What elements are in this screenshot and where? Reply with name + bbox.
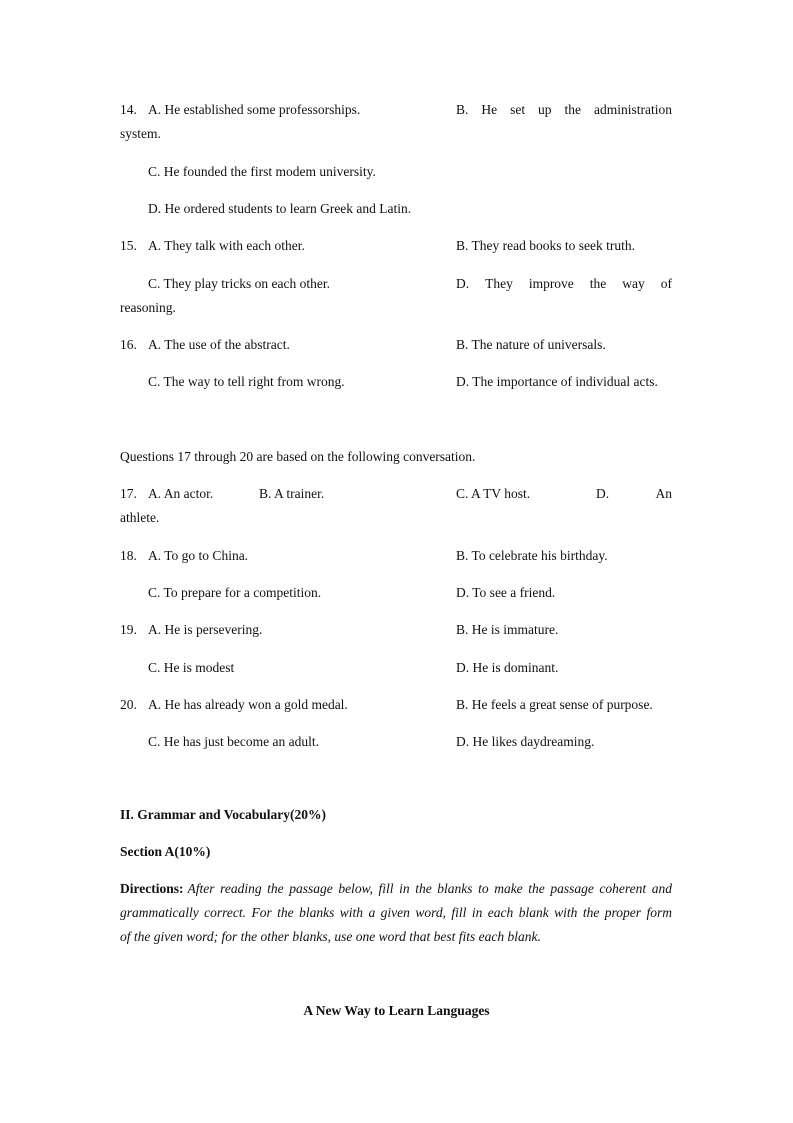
section-sub-heading-row: [0, 842, 793, 862]
option-d: D. They improve the way of: [456, 276, 672, 291]
option-b: B. To celebrate his birthday.: [456, 548, 608, 563]
option-c: C. He is modest: [148, 660, 235, 675]
question-18-row-2: [0, 583, 793, 603]
question-number: 20.: [120, 697, 137, 712]
question-18: [0, 546, 793, 566]
question-17-continued: [0, 508, 793, 528]
section-sub-heading: Section A(10%): [120, 844, 211, 859]
question-15: [0, 236, 793, 256]
option-b: B. He feels a great sense of purpose.: [456, 697, 653, 712]
passage-title-row: [0, 1001, 793, 1021]
section-heading: II. Grammar and Vocabulary(20%): [120, 807, 327, 822]
directions-text-3: of the given word; for the other blanks, use one word that best fits each blank.: [120, 929, 541, 944]
option-d: D. He ordered students to learn Greek and Latin.: [148, 201, 412, 216]
option-c: C. He has just become an adult.: [148, 734, 319, 749]
option-a: A. They talk with each other.: [148, 238, 305, 253]
question-19: [0, 620, 793, 640]
question-number: 14.: [120, 102, 137, 117]
directions-row: [120, 879, 672, 899]
question-number: 19.: [120, 622, 137, 637]
directions-text-1: After reading the passage below, fill in the blanks to make the passage coherent and: [187, 881, 672, 896]
directions-text-2: grammatically correct. For the blanks with a given word, fill in each blank with the proper form: [120, 905, 672, 920]
question-14-row-3: [0, 199, 793, 219]
question-16: [0, 335, 793, 355]
question-19-row-2: [0, 658, 793, 678]
option-a: A. An actor.: [148, 486, 214, 501]
option-b: B. The nature of universals.: [456, 337, 606, 352]
option-d: D. He likes daydreaming.: [456, 734, 595, 749]
option-d: D. To see a friend.: [456, 585, 556, 600]
option-c: C. He founded the first modem university.: [148, 164, 376, 179]
option-d-continued: athlete.: [120, 510, 160, 525]
question-number: 17.: [120, 486, 137, 501]
option-b-continued: system.: [120, 126, 161, 141]
question-number: 16.: [120, 337, 137, 352]
question-17: [0, 484, 793, 504]
option-a: A. He has already won a gold medal.: [148, 697, 348, 712]
option-c: C. They play tricks on each other.: [148, 276, 330, 291]
option-b: B. A trainer.: [259, 486, 325, 501]
passage-title: A New Way to Learn Languages: [303, 1003, 490, 1018]
question-number: 18.: [120, 548, 137, 563]
directions-line-3: [0, 927, 793, 947]
question-20: [0, 695, 793, 715]
directions-label: Directions:: [120, 881, 184, 896]
question-16-row-2: [0, 372, 793, 392]
question-14-continued: [0, 124, 793, 144]
intro-text: Questions 17 through 20 are based on the following conversation.: [120, 449, 476, 464]
directions-line-2: [0, 903, 793, 923]
option-a: A. The use of the abstract.: [148, 337, 290, 352]
option-b: B. He set up the administration: [456, 102, 672, 117]
question-20-row-2: [0, 732, 793, 752]
option-d: D. An: [596, 486, 672, 501]
section-heading-row: [0, 805, 793, 825]
question-15-continued: [0, 298, 793, 318]
conversation-intro: [0, 447, 793, 467]
directions-line-1: [0, 879, 793, 899]
option-b: B. He is immature.: [456, 622, 559, 637]
question-number: 15.: [120, 238, 137, 253]
question-14: [0, 100, 793, 120]
option-b: B. They read books to seek truth.: [456, 238, 635, 253]
option-a: A. To go to China.: [148, 548, 249, 563]
option-d: D. The importance of individual acts.: [456, 374, 658, 389]
question-14-row-2: [0, 162, 793, 182]
question-15-row-2: [0, 274, 793, 294]
option-d: D. He is dominant.: [456, 660, 559, 675]
option-a: A. He is persevering.: [148, 622, 263, 637]
option-a: A. He established some professorships.: [148, 102, 361, 117]
option-d-continued: reasoning.: [120, 300, 176, 315]
option-c: C. To prepare for a competition.: [148, 585, 322, 600]
option-c: C. A TV host.: [456, 486, 531, 501]
option-c: C. The way to tell right from wrong.: [148, 374, 345, 389]
